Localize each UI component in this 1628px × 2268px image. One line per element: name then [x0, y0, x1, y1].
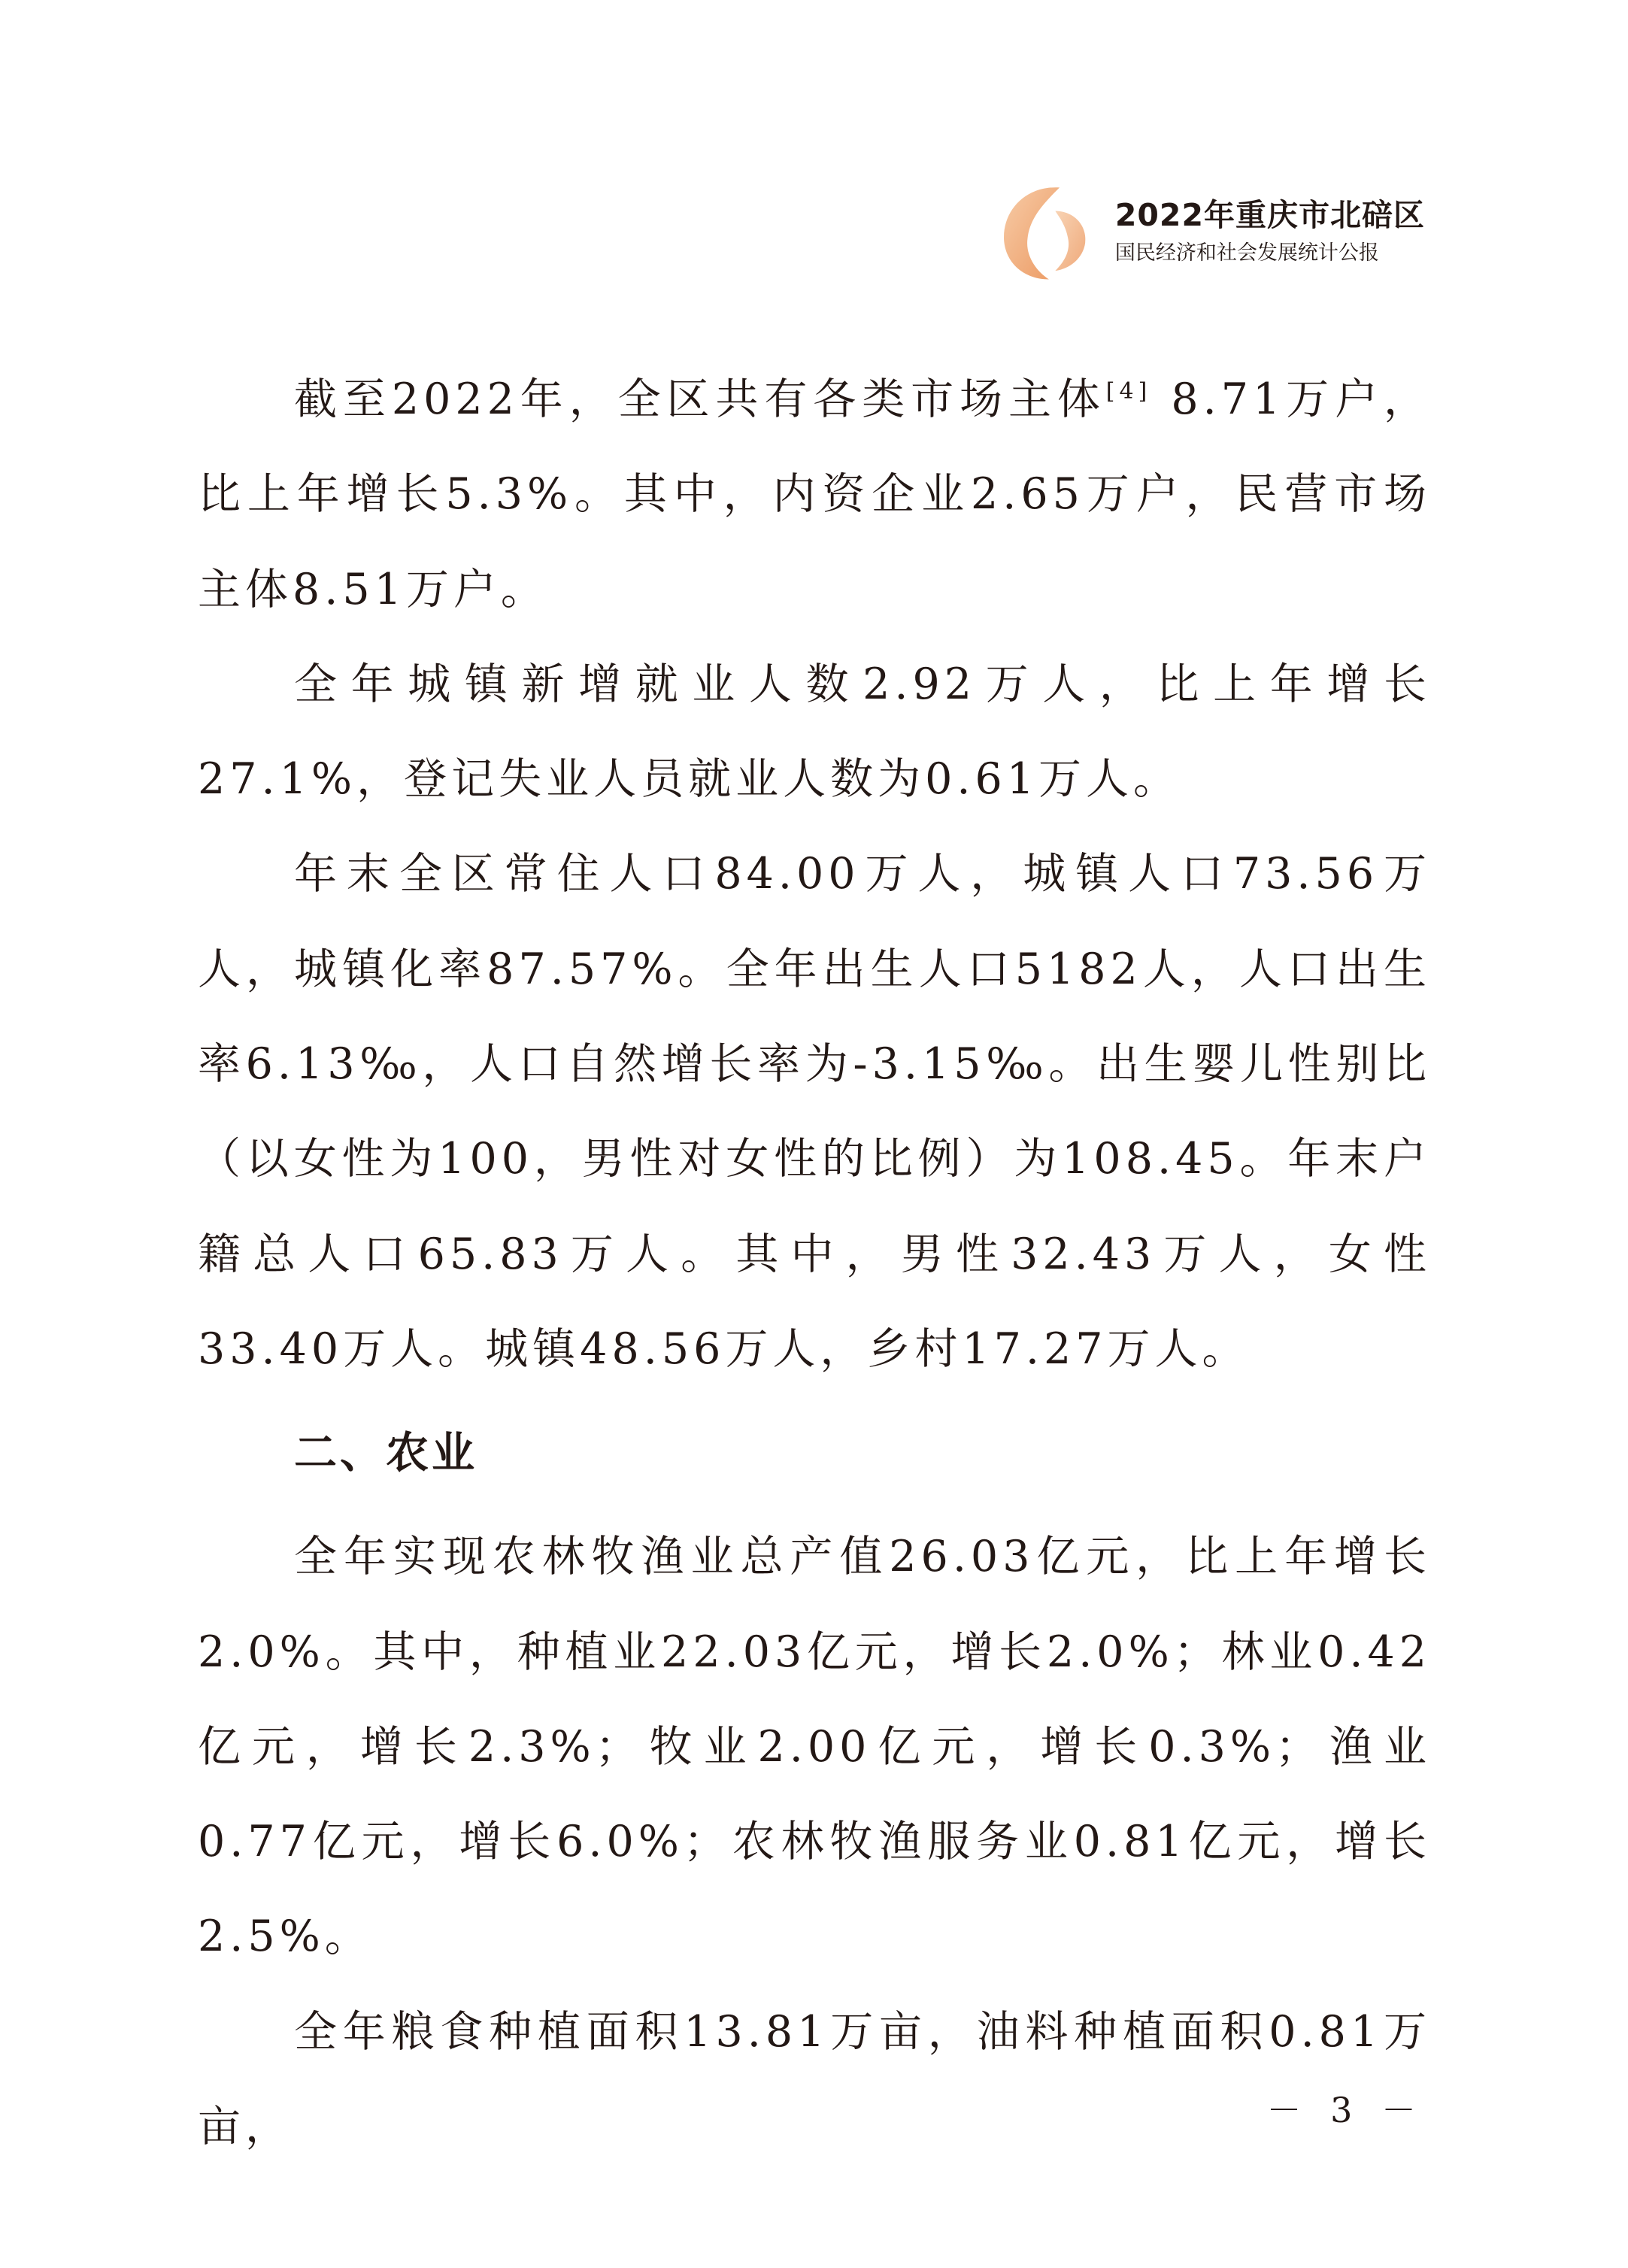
header-title: 2022年重庆市北碚区 [1114, 197, 1425, 233]
paragraph-text: 截至2022年，全区共有各类市场主体 [294, 374, 1106, 424]
paragraph-agri-output: 全年实现农林牧渔业总产值26.03亿元，比上年增长2.0%。其中，种植业22.03亿元，增长2.0%；林业0.42亿元，增长2.3%；牧业2.00亿元，增长0.3%；渔业0.77亿元，增长6.0%；农林牧渔服务业0.81亿元，增长2.5%。 [198, 1532, 1431, 1962]
paragraph-market-entities [198, 352, 1431, 637]
page-header [993, 179, 1425, 286]
paragraph-planting-area: 全年粮食种植面积13.81万亩，油料种植面积0.81万亩， [198, 2006, 1431, 2152]
page-number: － 3 － [1266, 2090, 1425, 2130]
section-heading-agriculture: 二、农业 [294, 1428, 477, 1478]
main-content [198, 352, 1431, 2174]
paragraph-population: 年末全区常住人口84.00万人，城镇人口73.56万人，城镇化率87.57%。全年出生人口5182人，人口出生率6.13‰，人口自然增长率为-3.15‰。出生婴儿性别比（以女性为100，男性对女性的比例）为108.45。年末户籍总人口65.83万人。其中，男性32.43万人，女性33.40万人。城镇48.56万人，乡村17.27万人。 [198, 849, 1431, 1374]
paragraph-text: 8.71万户，比上年增长5.3%。其中，内资企业2.65万户，民营市场主体8.51万户。 [198, 374, 1431, 614]
paragraph-employment: 全年城镇新增就业人数2.92万人，比上年增长27.1%，登记失业人员就业人数为0.61万人。 [198, 659, 1431, 805]
header-subtitle: 国民经济和社会发展统计公报 [1114, 241, 1379, 265]
footnote-marker: [4] [1105, 378, 1152, 405]
report-logo-icon [993, 179, 1100, 286]
